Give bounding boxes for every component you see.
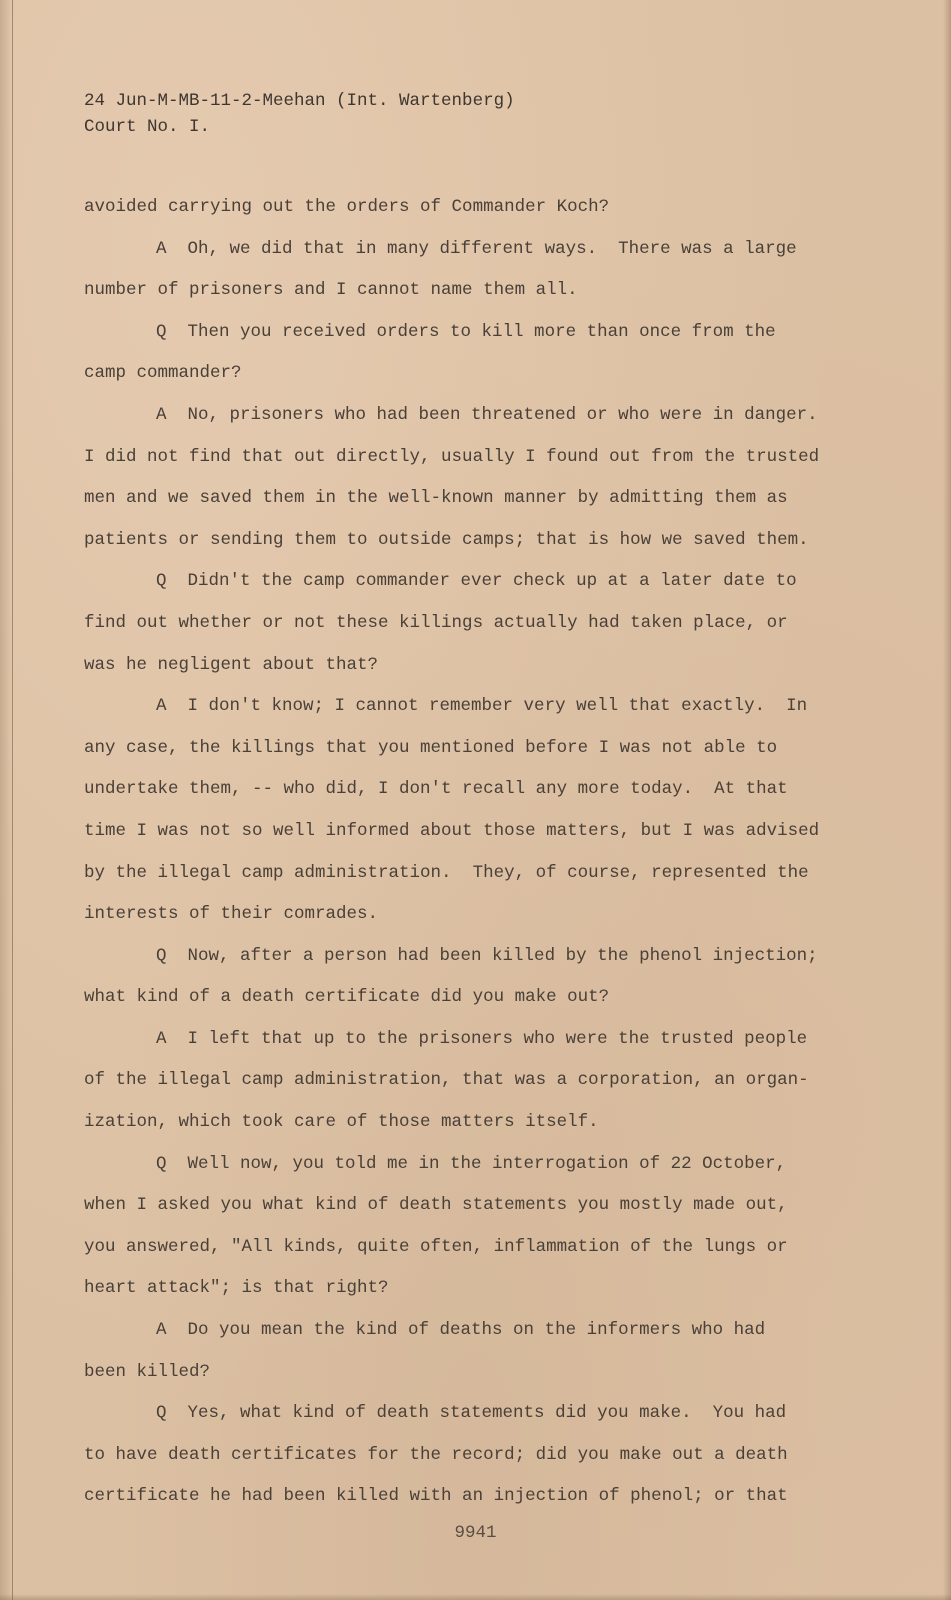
transcript-line: Q Yes, what kind of death statements did you make. You had (156, 1403, 787, 1424)
transcript-line: by the illegal camp administration. They, of course, represented the (84, 862, 809, 883)
transcript-line: time I was not so well informed about those matters, but I was advised (84, 820, 820, 841)
transcript-line: Q Now, after a person had been killed by the phenol injection; (156, 945, 818, 966)
transcript-line: certificate he had been killed with an injection of phenol; or that (84, 1486, 788, 1507)
page-number: 9941 (454, 1523, 497, 1543)
document-header (84, 88, 515, 140)
header-reference-line: 24 Jun-M-MB-11-2-Meehan (Int. Wartenberg) (84, 91, 515, 111)
transcript-line: what kind of a death certificate did you make out? (84, 987, 610, 1008)
transcript-line: A I don't know; I cannot remember very well that exactly. In (156, 696, 808, 717)
transcript-line: camp commander? (84, 363, 242, 384)
transcript-line: Q Well now, you told me in the interrogation of 22 October, (156, 1153, 787, 1174)
transcript-line: to have death certificates for the record; did you make out a death (84, 1444, 788, 1465)
transcript-line: Q Didn't the camp commander ever check up at a later date to (156, 571, 797, 592)
page-left-edge (0, 0, 13, 1600)
page-right-edge (943, 0, 951, 1600)
transcript-line: avoided carrying out the orders of Commander Koch? (84, 197, 610, 217)
transcript-line: any case, the killings that you mentioned before I was not able to (84, 737, 778, 758)
transcript-line: interests of their comrades. (84, 904, 379, 925)
transcript-line: of the illegal camp administration, that was a corporation, an organ- (84, 1070, 809, 1091)
transcript-line: when I asked you what kind of death statements you mostly made out, (84, 1195, 788, 1216)
transcript-line: patients or sending them to outside camps; that is how we saved them. (84, 529, 809, 550)
transcript-line: A Do you mean the kind of deaths on the informers who had (156, 1320, 766, 1341)
transcript-body (84, 190, 904, 1521)
transcript-line: A Oh, we did that in many different ways. There was a large (156, 238, 797, 259)
transcript-line: ization, which took care of those matters itself. (84, 1112, 599, 1133)
transcript-line: A I left that up to the prisoners who were the trusted people (156, 1028, 808, 1049)
transcript-line: A No, prisoners who had been threatened or who were in danger. (156, 404, 818, 425)
transcript-line: heart attack"; is that right? (84, 1278, 389, 1299)
header-court-line: Court No. I. (84, 117, 211, 137)
transcript-line: you answered, "All kinds, quite often, inflammation of the lungs or (84, 1236, 788, 1257)
transcript-line: been killed? (84, 1361, 211, 1382)
transcript-line: number of prisoners and I cannot name them all. (84, 280, 578, 301)
page-bottom-edge (0, 1594, 951, 1600)
transcript-line: was he negligent about that? (84, 654, 379, 675)
transcript-line: I did not find that out directly, usually I found out from the trusted (84, 446, 820, 467)
transcript-line: men and we saved them in the well-known manner by admitting them as (84, 488, 788, 509)
transcript-line: Q Then you received orders to kill more than once from the (156, 321, 776, 342)
transcript-line: undertake them, -- who did, I don't recall any more today. At that (84, 779, 788, 800)
transcript-line: find out whether or not these killings actually had taken place, or (84, 612, 788, 633)
